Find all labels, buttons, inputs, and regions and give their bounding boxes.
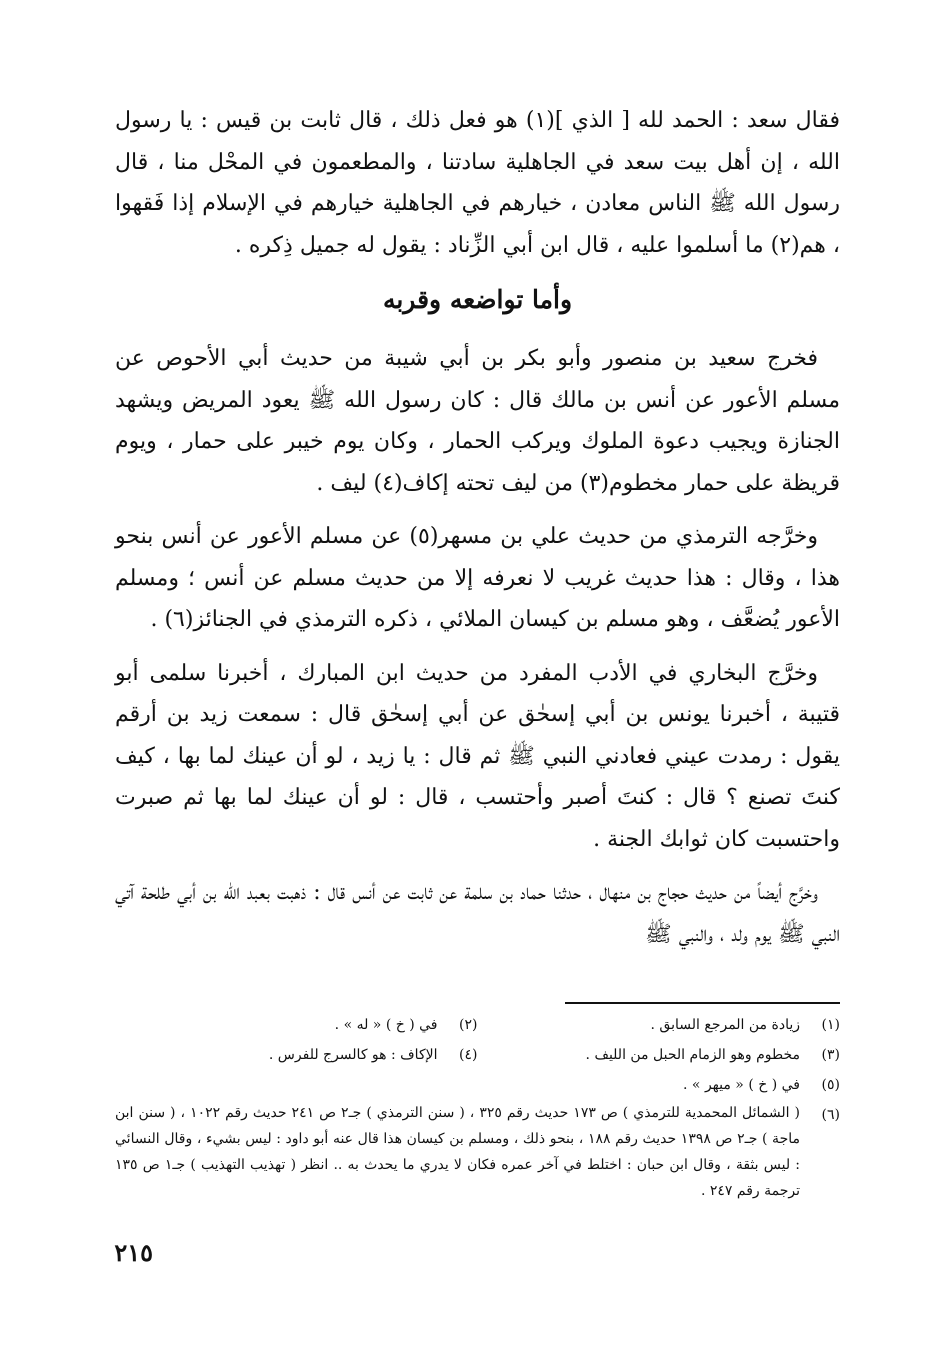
footnote-text: الإكاف : هو كالسرج للفرس . <box>268 1047 438 1063</box>
footnote-number: (٢) <box>459 1017 478 1033</box>
main-text <box>115 100 840 967</box>
section-heading: وأما تواضعه وقربه <box>382 285 573 314</box>
page-number: ٢١٥ <box>114 1238 153 1267</box>
paragraph-said-ibn-mansur: فخرج سعيد بن منصور وأبو بكر بن أبي شيبة من حديث أبي الأحوص عن مسلم الأعور عن أنس بن مالك قال : كان رسول الله ﷺ يعود المريض ويشهد الجنازة ويجيب دعوة الملوك ويركب الحمار ، وكان يوم خيبر على حمار ، ويوم قريظة على حمار مخطوم(٣) من ليف تحته إكاف(٤) ليف . <box>115 346 840 496</box>
footnote-text: في ( خ ) « ميهر » . <box>683 1077 800 1093</box>
footnotes <box>115 1010 840 1204</box>
footnote-row <box>115 1070 840 1100</box>
paragraph-saad: فقال سعد : الحمد لله [ الذي ](١) هو فعل ذلك ، قال ثابت بن قيس : يا رسول الله ، إن أهل بيت سعد في الجاهلية سادتنا ، والمطعمون في المحْل منا ، قال رسول الله ﷺ الناس معادن ، خيارهم في الجاهلية خيارهم في الإسلام إذا فَقهوا ، هم(٢) ما أسلموا عليه ، قال ابن أبي الزِّناد : يقول له جميل ذِكره . <box>115 108 840 258</box>
footnote-text: في ( خ ) « له » . <box>334 1017 438 1033</box>
footnote-row <box>115 1010 840 1040</box>
footnote-text: ( الشمائل المحمدية للترمذي ) ص ١٧٣ حديث رقم ٣٢٥ ، ( سنن الترمذي ) جـ٢ ص ٢٤١ حديث رقم ١٠٢٢ ، ( سنن ابن ماجة ) جـ٢ ص ١٣٩٨ حديث رقم ١٨٨ ، بنحو ذلك ، ومسلم بن كيسان هذا قال عنه أبو داود : ليس بشيء ، وقال النسائي : ليس بثقة ، وقال ابن حبان : اختلط في آخر عمره فكان لا يدري ما يحدث به .. انظر ( تهذيب التهذيب ) جـ١ ص ١٣٥ ترجمة رقم ٢٤٧ . <box>115 1105 801 1199</box>
footnote-number: (١) <box>821 1017 840 1033</box>
footnote-row <box>115 1040 840 1070</box>
footnote-1 <box>478 1010 841 1040</box>
footnote-5 <box>478 1070 841 1100</box>
footnote-number: (٥) <box>821 1077 840 1093</box>
footnote-3 <box>478 1040 841 1070</box>
paragraph-bukhari: وخرَّج البخاري في الأدب المفرد من حديث ابن المبارك ، أخبرنا سلمى أبو قتيبة ، أخبرنا يونس بن أبي إسحٰق عن أبي إسحٰق قال : سمعت زيد بن أرقم يقول : رمدت عيني فعادني النبي ﷺ ثم قال : يا زيد ، لو أن عينك لما بها ، كيف كنتَ تصنع ؟ قال : كنتَ أصبر وأحتسب ، قال : لو أن عينك لما بها ثم صبرت واحتسبت كان ثوابك الجنة . <box>115 660 840 852</box>
footnote-number: (٤) <box>459 1047 478 1063</box>
footnote-6 <box>115 1100 840 1204</box>
footnote-divider <box>565 1002 840 1004</box>
footnote-2 <box>115 1010 478 1040</box>
footnote-text: مخطوم وهو الزمام الحبل من الليف . <box>585 1047 800 1063</box>
paragraph-tirmidhi: وخرَّجه الترمذي من حديث علي بن مسهر(٥) عن مسلم الأعور عن أنس بنحو هذا ، وقال : هذا حديث غريب لا نعرفه إلا من حديث مسلم عن أنس ؛ ومسلم الأعور يُضعَّف ، وهو مسلم بن كيسان الملائي ، ذكره الترمذي في الجنائز(٦) . <box>115 524 840 632</box>
footnote-number: (٣) <box>821 1047 840 1063</box>
footnote-text: زيادة من المرجع السابق . <box>650 1017 800 1033</box>
paragraph-hajjaj: وخرَّج أيضاً من حديث حجاج بن منهال ، حدثنا حماد بن سلمة عن ثابت عن أنس قال : ذهبت بعبد الله بن أبي طلحة آتي النبي ﷺ يوم ولد ، والنبي ﷺ <box>115 880 840 947</box>
footnote-number: (٦) <box>821 1107 840 1123</box>
footnote-4 <box>115 1040 478 1070</box>
